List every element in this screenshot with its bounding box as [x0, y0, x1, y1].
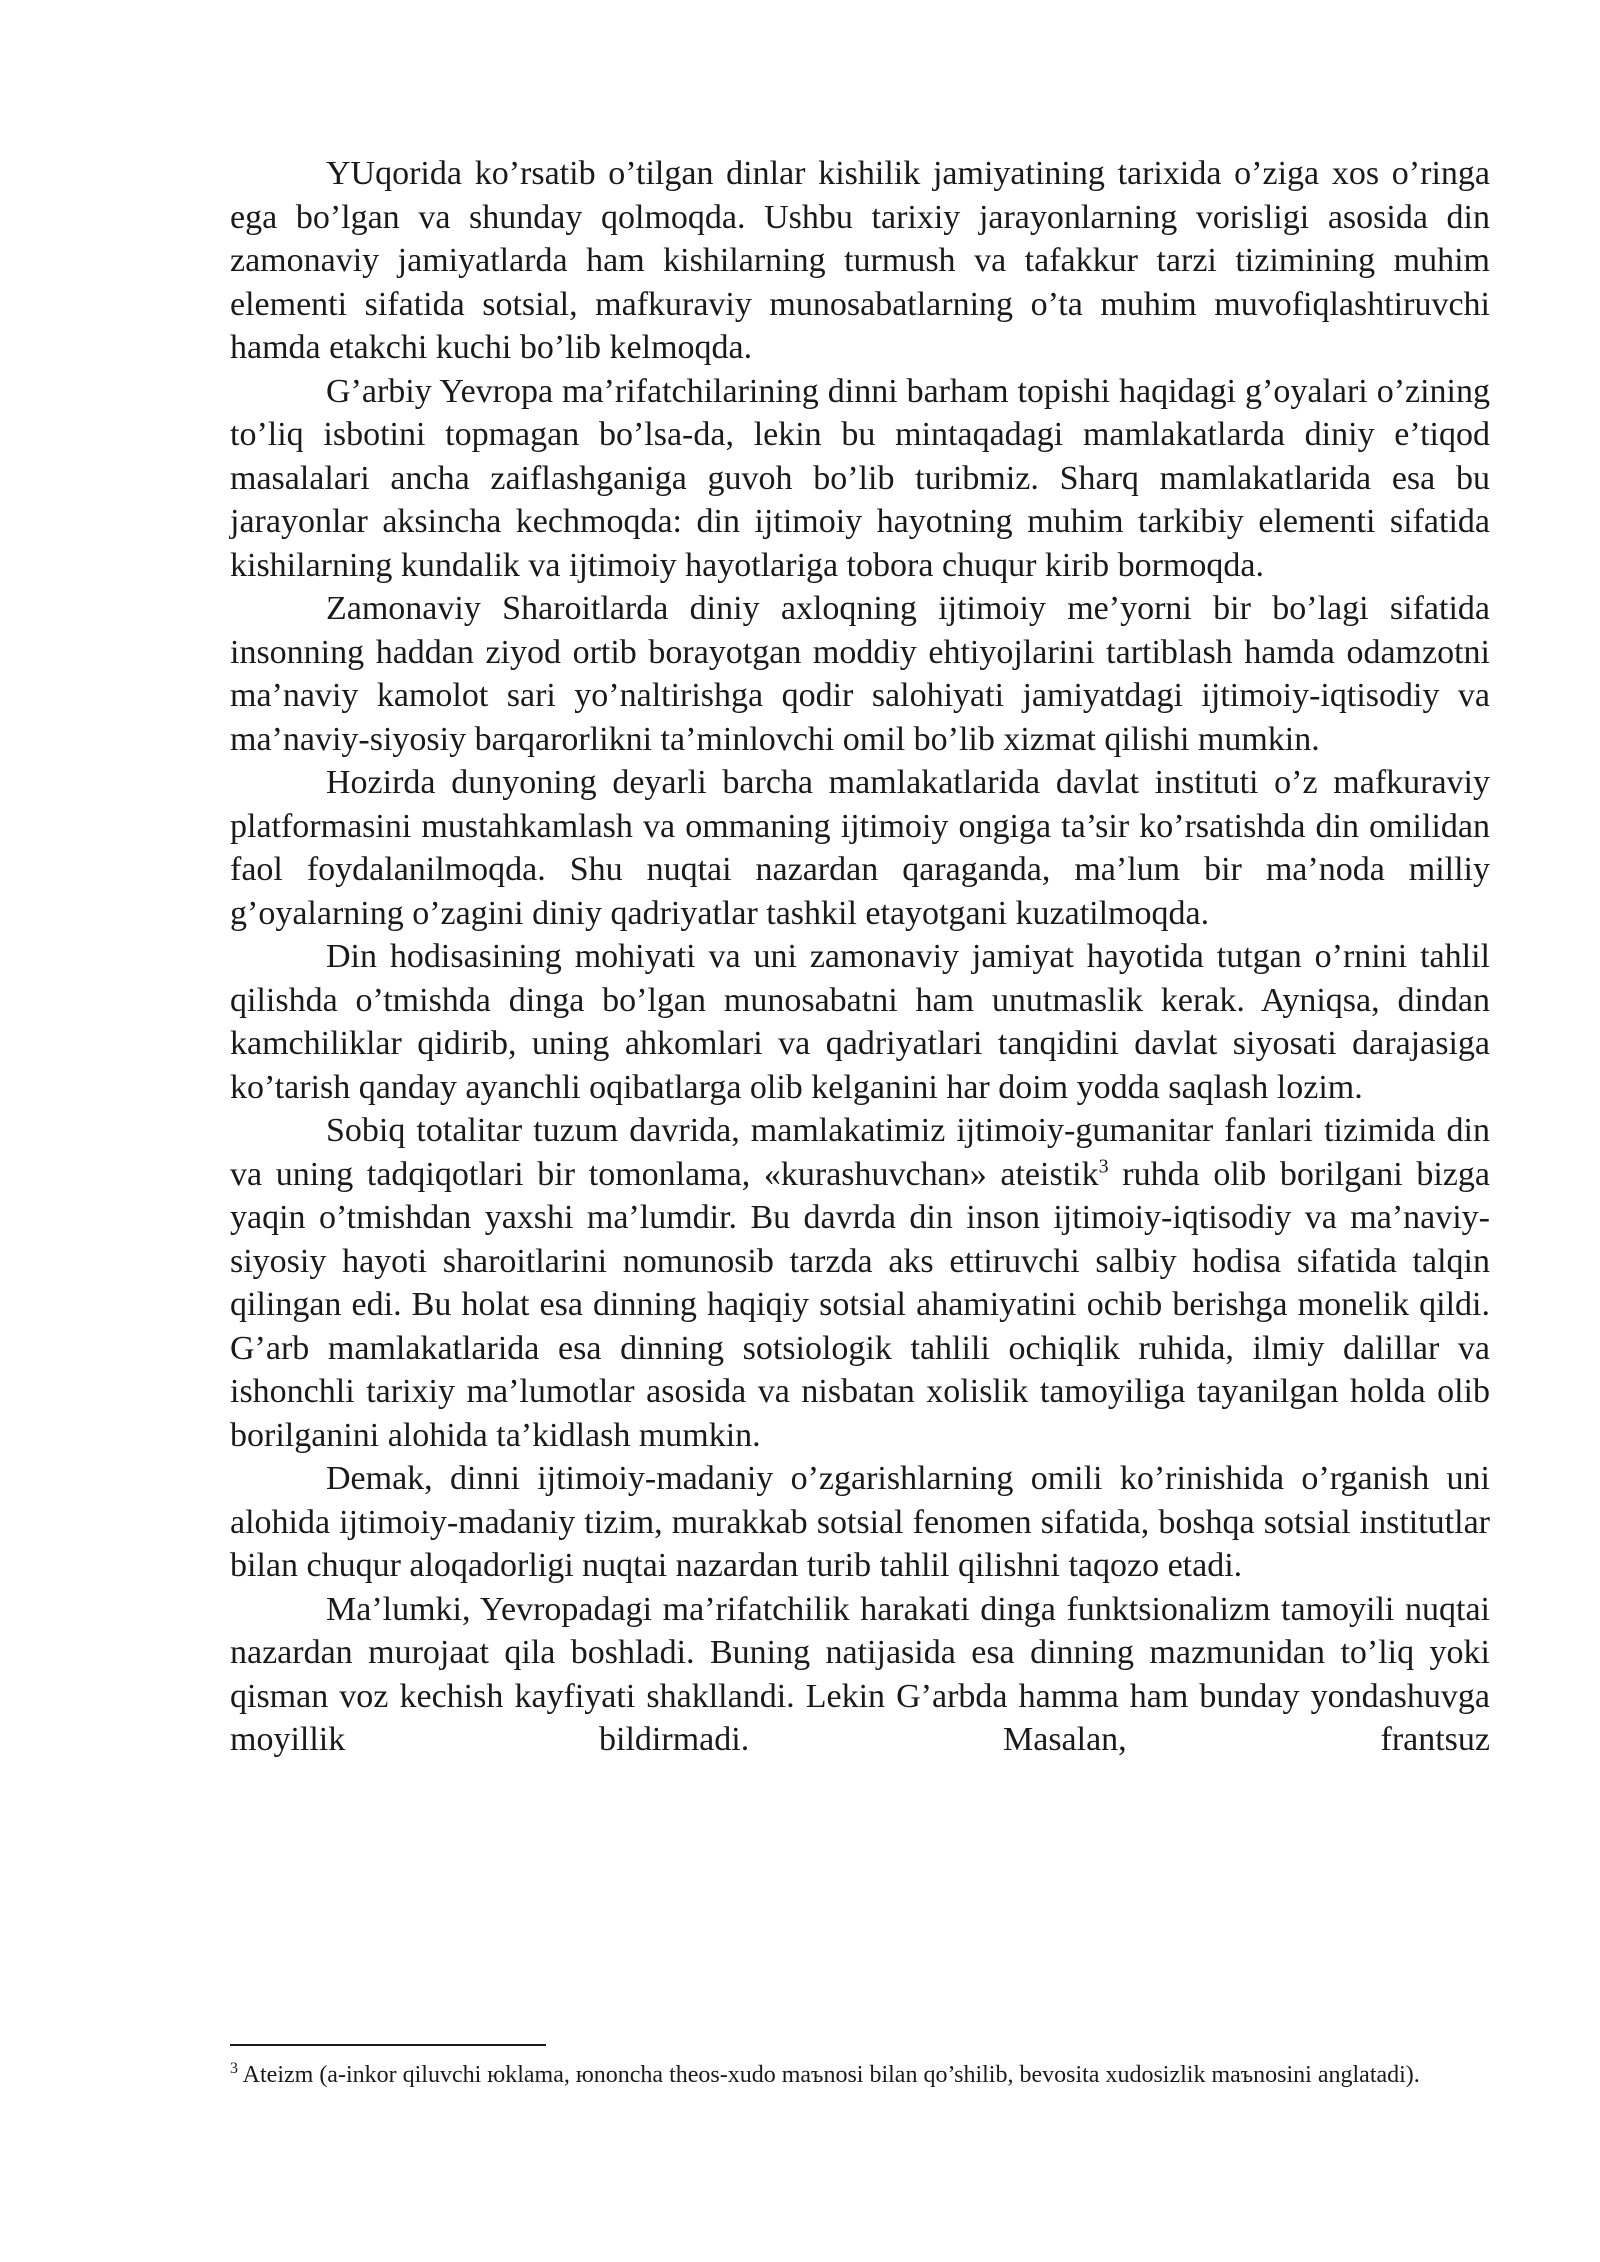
paragraph: Hozirda dunyoning deyarli barcha mamlakatlarida davlat instituti o’z mafkuraviy platformasini mustahkamlash va ommaning ijtimoiy ongiga ta’sir ko’rsatishda din omilidan faol foydalanilmoqda. Shu nuqtai nazardan qaraganda, ma’lum bir ma’noda milliy g’oyalarning o’zagini diniy qadriyatlar tashkil etayotgani kuzatilmoqda.: [230, 764, 1490, 932]
paragraph-text: ruhda olib borilgani bizga yaqin o’tmishdan yaxshi ma’lumdir. Bu davrda din inson ijtimoiy-iqtisodiy va ma’naviy-siyosiy hayoti sharoitlarini nomunosib tarzda aks ettiruvchi salbiy hodisa sifatida talqin qilingan edi. Bu holat esa dinning haqiqiy sotsial ahamiyatini ochib berishga monelik qildi. G’arb mamlakatlarida esa dinning sotsiologik tahlili ochiqlik ruhida, ilmiy dalillar va ishonchli tarixiy ma’lumotlar asosida va nisbatan xolislik tamoyiliga tayanilgan holda olib borilganini alohida ta’kidlash mumkin.: [230, 1155, 1490, 1454]
paragraph: YUqorida ko’rsatib o’tilgan dinlar kishilik jamiyatining tarixida o’ziga xos o’ringa ega bo’lgan va shunday qolmoqda. Ushbu tarixiy jarayonlarning vorisligi asosida din zamonaviy jamiyatlarda ham kishilarning turmush va tafakkur tarzi tizimining muhim elementi sifatida sotsial, mafkuraviy munosabatlarning o’ta muhim muvofiqlashtiruvchi hamda etakchi kuchi bo’lib kelmoqda.: [230, 155, 1490, 366]
paragraph: Din hodisasining mohiyati va uni zamonaviy jamiyat hayotida tutgan o’rnini tahlil qilishda o’tmishda dinga bo’lgan munosabatni ham unutmaslik kerak. Ayniqsa, dindan kamchiliklar qidirib, uning ahkomlari va qadriyatlari tanqidini davlat siyosati darajasiga ko’tarish qanday ayanchli oqibatlarga olib kelganini har doim yodda saqlash lozim.: [230, 938, 1490, 1106]
footnote: [230, 2060, 1490, 2090]
paragraph: Ma’lumki, Yevropadagi ma’rifatchilik harakati dinga funktsionalizm tamoyili nuqtai nazardan murojaat qila boshladi. Buning natijasida esa dinning mazmunidan to’liq yoki qisman voz kechish kayfiyati shakllandi. Lekin G’arbda hamma ham bunday yondashuvga moyillik bildirmadi. Masalan, frantsuz: [230, 1590, 1490, 1758]
body-text: [230, 152, 1490, 1762]
footnote-text: Ateizm (a-inkor qiluvchi юklama, юnoncha theos-xudo maъnosi bilan qo’shilib, bevosita xudosizlik maъnosini anglatadi).: [238, 2062, 1420, 2088]
paragraph: G’arbiy Yevropa ma’rifatchilarining dinni barham topishi haqidagi g’oyalari o’zining to’liq isbotini topmagan bo’lsa-da, lekin bu mintaqadagi mamlakatlarda diniy e’tiqod masalalari ancha zaiflashganiga guvoh bo’lib turibmiz. Sharq mamlakatlarida esa bu jarayonlar aksincha kechmoqda: din ijtimoiy hayotning muhim tarkibiy elementi sifatida kishilarning kundalik va ijtimoiy hayotlariga tobora chuqur kirib bormoqda.: [230, 372, 1490, 584]
paragraph: Demak, dinni ijtimoiy-madaniy o’zgarishlarning omili ko’rinishida o’rganish uni alohida ijtimoiy-madaniy tizim, murakkab sotsial fenomen sifatida, boshqa sotsial institutlar bilan chuqur aloqadorligi nuqtai nazardan turib tahlil qilishni taqozo etadi.: [230, 1460, 1490, 1584]
footnote-separator: [230, 2044, 546, 2046]
paragraph: [230, 1109, 1490, 1457]
footnote-reference: 3: [1098, 1155, 1109, 1178]
paragraph-text: Sobiq totalitar tuzum davrida, mamlakatimiz ijtimoiy-gumanitar fanlari tizimida din va uning tadqiqotlari bir tomonlama, «kurashuvchan» ateistik: [230, 1112, 1490, 1193]
paragraph: Zamonaviy Sharoitlarda diniy axloqning ijtimoiy me’yorni bir bo’lagi sifatida insonning haddan ziyod ortib borayotgan moddiy ehtiyojlarini tartiblash hamda odamzotni ma’naviy kamolot sari yo’naltirishga qodir salohiyati jamiyatdagi ijtimoiy-iqtisodiy va ma’naviy-siyosiy barqarorlikni ta’minlovchi omil bo’lib xizmat qilishi mumkin.: [230, 590, 1490, 758]
footnote-number: 3: [230, 2060, 238, 2077]
